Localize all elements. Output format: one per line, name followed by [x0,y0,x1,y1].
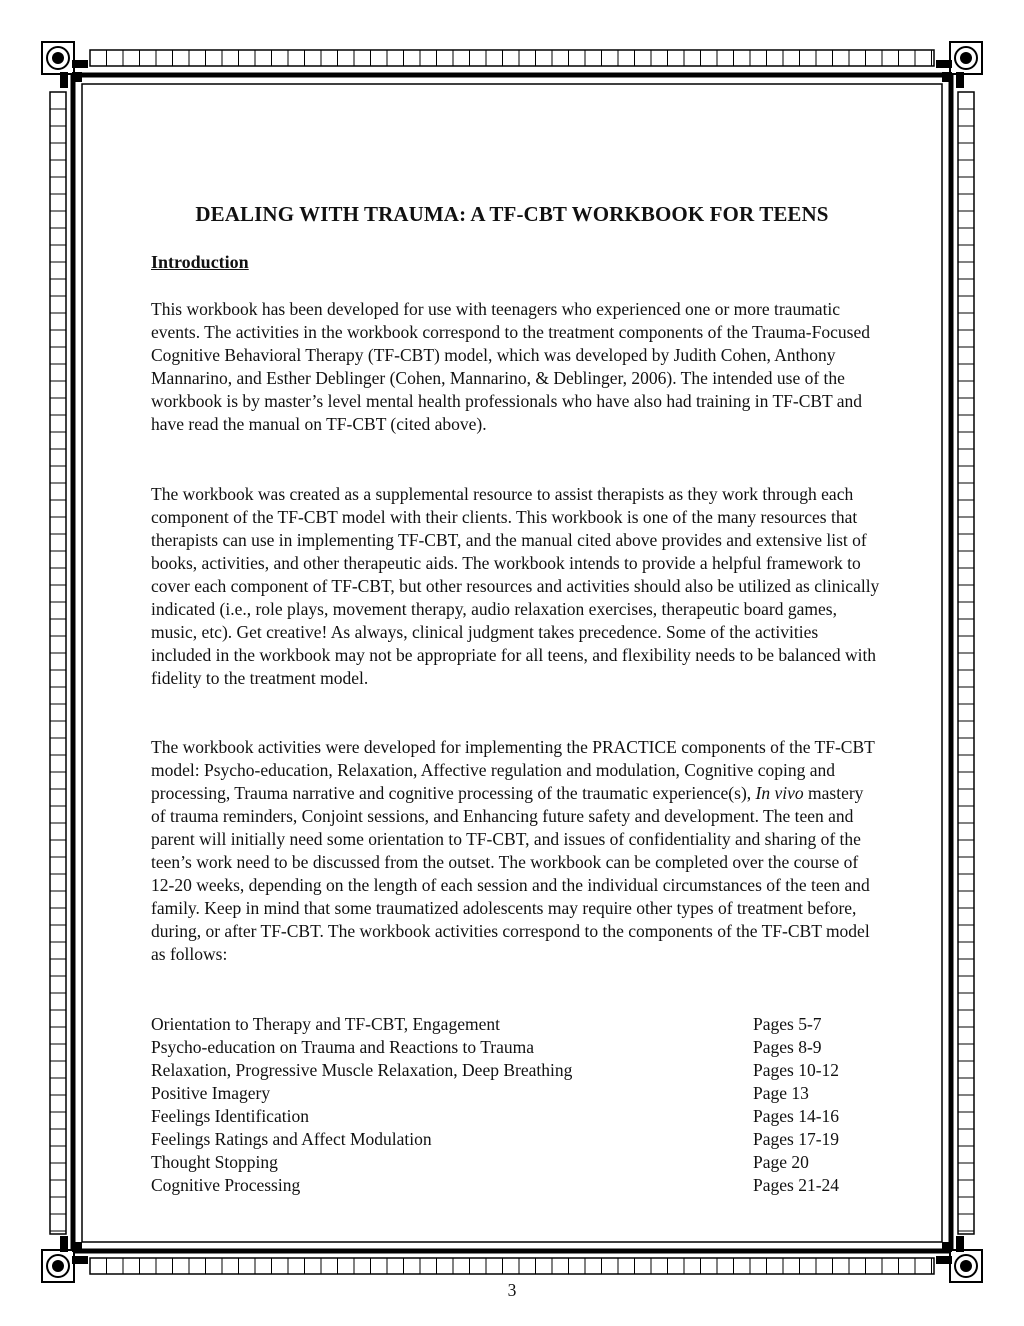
component-page-list [151,1013,871,1197]
intro-paragraph-1: This workbook has been developed for use with teenagers who experienced one or more traumatic events. The activities in the workbook correspond to the treatment components of the Trauma-Focused Cognitive Behavioral Therapy (TF-CBT) model, which was developed by Judith Cohen, Anthony Mannarino, and Esther Deblinger (Cohen, Mannarino, & Deblinger, 2006). The intended use of the workbook is by master’s level mental health professionals who have also had training in TF-CBT and have read the manual on TF-CBT (cited above). [151,299,870,434]
toc-label: Feelings Ratings and Affect Modulation [151,1129,432,1149]
page-number: 3 [507,1280,517,1300]
intro-paragraph-2: The workbook was created as a supplemental resource to assist therapists as they work through each component of the TF-CBT model with their clients. This workbook is one of the many resources that therapists can use in implementing TF-CBT, and the manual cited above provides and extensive list of books, activities, and other therapeutic aids. The workbook intends to provide a helpful framework to cover each component of TF-CBT, but other resources and activities should also be utilized as clinically indicated (i.e., role plays, movement therapy, audio relaxation exercises, therapeutic board games, music, etc). Get creative! As always, clinical judgment takes precedence. Some of the activities included in the workbook may not be appropriate for all teens, and flexibility needs to be balanced with fidelity to the treatment model. [151,484,880,688]
corner-ornament [936,42,982,88]
toc-row [151,1082,871,1105]
toc-row [151,1059,871,1082]
toc-pages: Pages 17-19 [753,1129,840,1149]
toc-label: Orientation to Therapy and TF-CBT, Engagement [151,1014,500,1034]
toc-pages: Pages 21-24 [753,1175,840,1195]
document-title: DEALING WITH TRAUMA: A TF-CBT WORKBOOK FOR TEENS [195,202,829,226]
paragraph-3-text-before: The workbook activities were developed for implementing the PRACTICE components of the TF-CBT model: Psycho-education, Relaxation, Affective regulation and modulation, Cognitive coping and processing, Trauma narrative and cognitive processing of the traumatic experience(s), [151,737,875,803]
toc-pages: Pages 8-9 [753,1037,822,1057]
toc-label: Thought Stopping [151,1152,278,1172]
toc-label: Positive Imagery [151,1083,271,1103]
toc-row [151,1013,871,1036]
toc-row [151,1174,871,1197]
toc-label: Relaxation, Progressive Muscle Relaxation, Deep Breathing [151,1060,573,1080]
toc-row [151,1036,871,1059]
corner-ornament [936,1236,982,1282]
intro-paragraph-3 [151,736,881,966]
toc-pages: Pages 5-7 [753,1014,822,1034]
section-heading-introduction: Introduction [151,252,249,272]
toc-row [151,1151,871,1174]
toc-label: Cognitive Processing [151,1175,301,1195]
toc-pages: Page 20 [753,1152,809,1172]
toc-label: Psycho-education on Trauma and Reactions to Trauma [151,1037,535,1057]
corner-ornament [42,1236,88,1282]
corner-ornament [42,42,88,88]
toc-label: Feelings Identification [151,1106,309,1126]
toc-pages: Page 13 [753,1083,809,1103]
toc-row [151,1105,871,1128]
paragraph-3-italic-term: In vivo [755,783,804,803]
toc-row [151,1128,871,1151]
toc-pages: Pages 10-12 [753,1060,840,1080]
toc-pages: Pages 14-16 [753,1106,840,1126]
paragraph-3-text-after: mastery of trauma reminders, Conjoint sessions, and Enhancing future safety and development. The teen and parent will initially need some orientation to TF-CBT, and issues of confidentiality and sharing of the teen’s work need to be discussed from the outset. The workbook can be completed over the course of 12-20 weeks, depending on the length of each session and the individual circumstances of the teen and family. Keep in mind that some traumatized adolescents may require other types of treatment before, during, or after TF-CBT. The workbook activities correspond to the components of the TF-CBT model as follows: [151,783,870,964]
